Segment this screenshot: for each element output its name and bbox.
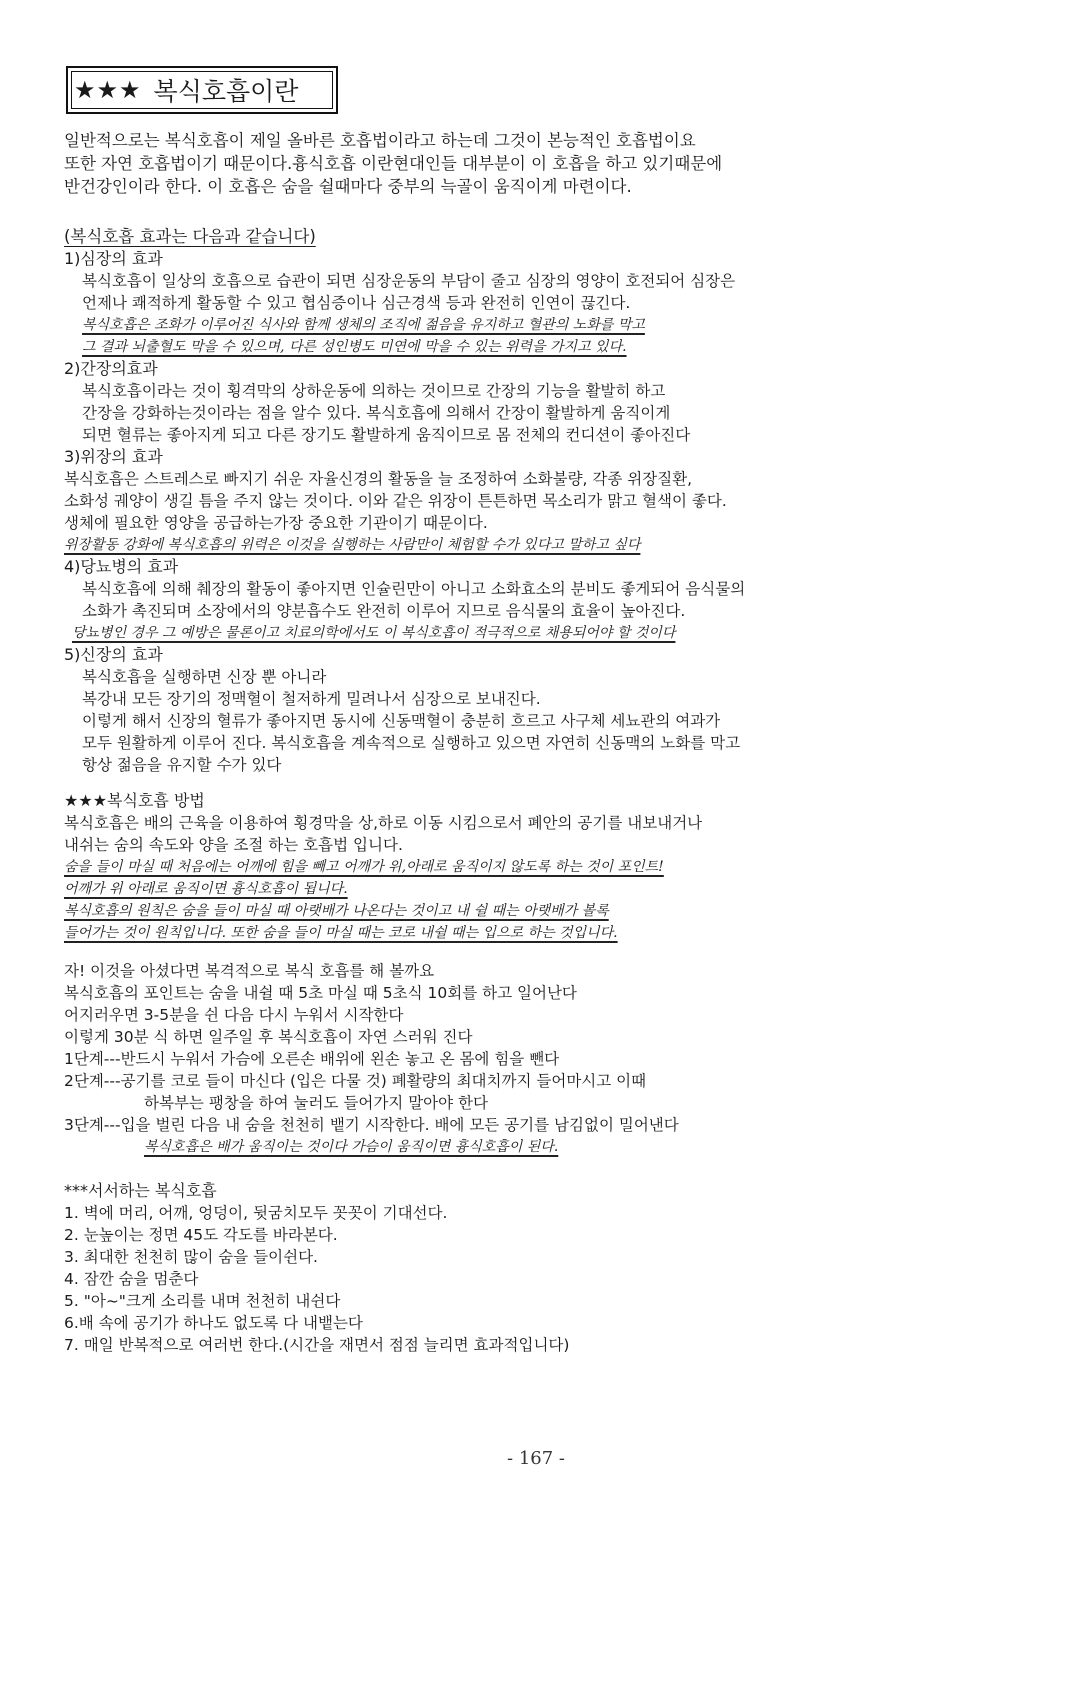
standing-title: ***서서하는 복식호흡 — [64, 1181, 217, 1200]
practice-line: 자! 이것을 아셨다면 복격적으로 복식 호흡를 해 볼까요 — [64, 962, 435, 980]
effect-line: 생체에 필요한 영양을 공급하는가장 중요한 기관이기 때문이다. — [64, 514, 488, 532]
effect-title-diabetes: 4)당뇨병의 효과 — [64, 557, 179, 576]
effect-title-kidney: 5)신장의 효과 — [64, 645, 163, 664]
title-stars: ★★★ — [74, 76, 142, 104]
effect-line: 간장을 강화하는것이라는 점을 알수 있다. 복식호흡에 의해서 간장이 활발하게 움직이게 — [82, 404, 671, 422]
page-title: 복식호흡이란 — [153, 77, 299, 106]
effect-line: 소화성 궤양이 생길 틈을 주지 않는 것이다. 이와 같은 위장이 튼튼하면 목소리가 맑고 혈색이 좋다. — [64, 492, 727, 510]
page-number: - 167 - — [507, 1448, 565, 1469]
effect-line: 복강내 모든 장기의 정맥혈이 철저하게 밀려나서 심장으로 보내진다. — [82, 690, 541, 708]
practice-step: 하복부는 팽창을 하여 눌러도 들어가지 말아야 한다 — [144, 1094, 488, 1112]
standing-item: 4. 잠깐 숨을 멈춘다 — [64, 1270, 199, 1288]
practice-line: 어지러우면 3-5분을 쉰 다음 다시 누워서 시작한다 — [64, 1006, 404, 1024]
practice-step: 3단계---입을 벌린 다음 내 숨을 천천히 뱉기 시작한다. 배에 모든 공기를 남김없이 밀어낸다 — [64, 1116, 679, 1134]
effect-line: 복식호흡은 스트레스로 빠지기 쉬운 자율신경의 활동을 늘 조정하여 소화불량, 각종 위장질환, — [64, 470, 693, 488]
effect-line: 모두 원활하게 이루어 진다. 복식호흡을 계속적으로 실행하고 있으면 자연히 신동맥의 노화를 막고 — [82, 734, 741, 752]
intro-line: 반건강인이라 한다. 이 호흡은 숨을 쉴때마다 중부의 늑골이 움직이게 마련이다. — [64, 177, 632, 196]
handwritten-note: 들어가는 것이 원칙입니다. 또한 숨을 들이 마실 때는 코로 내쉴 때는 입으로 하는 것입니다. — [64, 925, 618, 941]
handwritten-note: 복식호흡은 배가 움직이는 것이다 가슴이 움직이면 흉식호흡이 된다. — [144, 1139, 559, 1155]
standing-item: 5. "아~"크게 소리를 내며 천천히 내쉰다 — [64, 1292, 341, 1310]
practice-step: 1단계---반드시 누워서 가슴에 오른손 배위에 왼손 놓고 온 몸에 힘을 뺀다 — [64, 1050, 560, 1068]
standing-item: 3. 최대한 천천히 많이 숨을 들이쉰다. — [64, 1248, 318, 1266]
effect-line: 되면 혈류는 좋아지게 되고 다른 장기도 활발하게 움직이므로 몸 전체의 컨디션이 좋아진다 — [82, 426, 691, 444]
method-title: ★★★복식호흡 방법 — [64, 791, 205, 810]
effect-title-liver: 2)간장의효과 — [64, 359, 158, 378]
handwritten-note: 숨을 들이 마실 때 처음에는 어깨에 힘을 빼고 어깨가 위,아래로 움직이지 않도록 하는 것이 포인트! — [64, 859, 664, 875]
title-box — [66, 66, 338, 114]
effect-line: 항상 젊음을 유지할 수가 있다 — [82, 756, 282, 774]
standing-item: 7. 매일 반복적으로 여러번 한다.(시간을 재면서 점점 늘리면 효과적입니다) — [64, 1336, 570, 1354]
practice-line: 복식호흡의 포인트는 숨을 내쉴 때 5초 마실 때 5초식 10회를 하고 일어난다 — [64, 984, 577, 1002]
effect-line: 복식호흡을 실행하면 신장 뿐 아니라 — [82, 668, 327, 686]
method-line: 내쉬는 숨의 속도와 양을 조절 하는 호흡법 입니다. — [64, 836, 403, 854]
standing-item: 2. 눈높이는 정면 45도 각도를 바라본다. — [64, 1226, 338, 1244]
effect-line: 복식호흡에 의해 췌장의 활동이 좋아지면 인슐린만이 아니고 소화효소의 분비도 좋게되어 음식물의 — [82, 580, 746, 598]
handwritten-note: 복식호흡은 조화가 이루어진 식사와 함께 생체의 조직에 젊음을 유지하고 혈관의 노화를 막고 — [82, 317, 645, 333]
effect-title-stomach: 3)위장의 효과 — [64, 447, 163, 466]
standing-item: 1. 벽에 머리, 어깨, 엉덩이, 뒷굼치모두 꼿꼿이 기대선다. — [64, 1204, 448, 1222]
effects-heading: (복식호흡 효과는 다음과 같습니다) — [64, 227, 316, 246]
effect-line: 언제나 쾌적하게 활동할 수 있고 협심증이나 심근경색 등과 완전히 인연이 끊긴다. — [82, 294, 631, 312]
effect-line: 이렇게 해서 신장의 혈류가 좋아지면 동시에 신동맥혈이 충분히 흐르고 사구체 세뇨관의 여과가 — [82, 712, 721, 730]
intro-line: 일반적으로는 복식호흡이 제일 올바른 호흡법이라고 하는데 그것이 본능적인 호흡법이요 — [64, 131, 696, 150]
handwritten-note: 위장활동 강화에 복식호흡의 위력은 이것을 실행하는 사람만이 체험할 수가 있다고 말하고 싶다 — [64, 537, 641, 553]
handwritten-note: 어깨가 위 아래로 움직이면 흉식호흡이 됩니다. — [64, 881, 348, 897]
method-line: 복식호흡은 배의 근육을 이용하여 횡경막을 상,하로 이동 시킴으로서 폐안의 공기를 내보내거나 — [64, 814, 703, 832]
effect-title-heart: 1)심장의 효과 — [64, 249, 163, 268]
practice-line: 이렇게 30분 식 하면 일주일 후 복식호흡이 자연 스러워 진다 — [64, 1028, 473, 1046]
intro-line: 또한 자연 호흡법이기 때문이다.흉식호흡 이란현대인들 대부분이 이 호흡을 하고 있기때문에 — [64, 154, 723, 173]
handwritten-note: 복식호흡의 원칙은 숨을 들이 마실 때 아랫배가 나온다는 것이고 내 쉴 때는 아랫배가 볼록 — [64, 903, 609, 919]
standing-item: 6.배 속에 공기가 하나도 없도록 다 내뱉는다 — [64, 1314, 363, 1332]
handwritten-note: 그 결과 뇌출혈도 막을 수 있으며, 다른 성인병도 미연에 막을 수 있는 위력을 가지고 있다. — [82, 339, 627, 355]
handwritten-note: 당뇨병인 경우 그 예방은 물론이고 치료의학에서도 이 복식호흡이 적극적으로 채용되어야 할 것이다 — [72, 625, 676, 641]
effect-line: 소화가 촉진되며 소장에서의 양분흡수도 완전히 이루어 지므로 음식물의 효율이 높아진다. — [82, 602, 686, 620]
practice-step: 2단계---공기를 코로 들이 마신다 (입은 다물 것) 폐활량의 최대치까지 들어마시고 이때 — [64, 1072, 647, 1090]
effect-line: 복식호흡이 일상의 호흡으로 습관이 되면 심장운동의 부담이 줄고 심장의 영양이 호전되어 심장은 — [82, 272, 736, 290]
effect-line: 복식호흡이라는 것이 횡격막의 상하운동에 의하는 것이므로 간장의 기능을 활발히 하고 — [82, 382, 666, 400]
